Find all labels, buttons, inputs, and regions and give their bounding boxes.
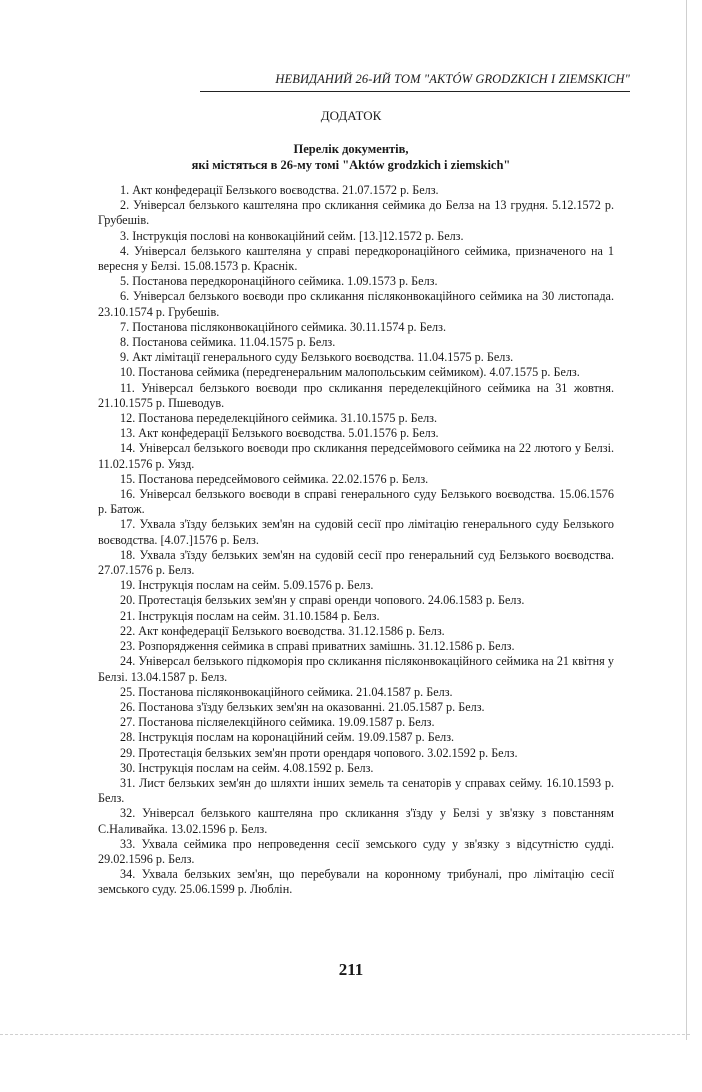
list-item: 24. Універсал белзького підкоморія про скликання післяконвокаційного сеймика на 21 квітня у Белзі. 13.04.1587 р. Белз. bbox=[98, 654, 614, 684]
list-item: 9. Акт лімітації генерального суду Белзького воєводства. 11.04.1575 р. Белз. bbox=[120, 350, 514, 365]
list-item: 16. Універсал белзького воєводи в справі генерального суду Белзького воєводства. 15.06.1576 р. Батож. bbox=[98, 487, 614, 517]
list-item: 14. Універсал белзького воєводи про скликання передсеймового сеймика на 22 лютого у Белзі. 11.02.1576 р. Уязд. bbox=[98, 441, 614, 471]
list-item: 10. Постанова сеймика (передгенеральним малопольським сеймиком). 4.07.1575 р. Белз. bbox=[120, 365, 580, 380]
list-title-line-2: які містяться в 26-му томі "Aktów grodzkich i ziemskich" bbox=[191, 158, 511, 172]
list-item: 33. Ухвала сеймика про непроведення сесії земського суду у зв'язку з відсутністю судді. 29.02.1596 р. Белз. bbox=[98, 836, 614, 866]
list-item: 23. Розпорядження сеймика в справі приватних замішнь. 31.12.1586 р. Белз. bbox=[120, 639, 515, 654]
list-item: 28. Інструкція послам на коронаційний сейм. 19.09.1587 р. Белз. bbox=[120, 730, 455, 745]
list-item: 19. Інструкція послам на сейм. 5.09.1576 р. Белз. bbox=[120, 578, 374, 593]
list-title-line-1: Перелік документів, bbox=[293, 142, 409, 156]
list-item: 20. Протестація белзьких зем'ян у справі оренди чопового. 24.06.1583 р. Белз. bbox=[120, 593, 525, 608]
list-item: 3. Інструкція послові на конвокаційний сейм. [13.]12.1572 р. Белз. bbox=[120, 228, 464, 243]
list-item: 21. Інструкція послам на сейм. 31.10.1584 р. Белз. bbox=[120, 608, 380, 623]
list-item: 27. Постанова післяелекційного сеймика. 19.09.1587 р. Белз. bbox=[120, 715, 435, 730]
list-item: 22. Акт конфедерації Белзького воєводства. 31.12.1586 р. Белз. bbox=[120, 623, 445, 638]
list-item: 12. Постанова переделекційного сеймика. 31.10.1575 р. Белз. bbox=[120, 411, 438, 426]
list-item: 17. Ухвала з'їзду белзьких зем'ян на судовій сесії про лімітацію генерального суду Белзького воєводства. [4.07.]1576 р. Белз. bbox=[98, 517, 614, 547]
document-list bbox=[98, 183, 614, 898]
list-item: 6. Універсал белзького воєводи про скликання післяконвокаційного сеймика на 30 листопада. 23.10.1574 р. Грубешів. bbox=[98, 289, 614, 319]
list-item: 13. Акт конфедерації Белзького воєводства. 5.01.1576 р. Белз. bbox=[120, 426, 439, 441]
list-item: 5. Постанова передкоронаційного сеймика. 1.09.1573 р. Белз. bbox=[120, 274, 438, 289]
running-head: НЕВИДАНИЙ 26-ИЙ ТОМ "AKTÓW GRODZKICH I ZIEMSKICH" bbox=[275, 72, 630, 86]
list-item: 15. Постанова передсеймового сеймика. 22.02.1576 р. Белз. bbox=[120, 471, 429, 486]
list-item: 1. Акт конфедерації Белзького воєводства. 21.07.1572 р. Белз. bbox=[120, 183, 439, 197]
list-item: 18. Ухвала з'їзду белзьких зем'ян на судовій сесії про генеральний суд Белзького воєводства. 27.07.1576 р. Белз. bbox=[98, 547, 614, 578]
list-item: 26. Постанова з'їзду белзьких зем'ян на оказованні. 21.05.1587 р. Белз. bbox=[120, 699, 485, 714]
list-item: 31. Лист белзьких зем'ян до шляхти інших земель та сенаторів у справах сейму. 16.10.1593 р. Белз. bbox=[98, 775, 614, 806]
list-title bbox=[0, 141, 702, 173]
list-item: 34. Ухвала белзьких зем'ян, що перебували на коронному трибуналі, про лімітацію сесії земського суду. 25.06.1599 р. Люблін. bbox=[98, 867, 614, 897]
section-title: ДОДАТОК bbox=[320, 108, 382, 123]
list-item: 2. Універсал белзького каштеляна про скликання сеймика до Белза на 13 грудня. 5.12.1572 р. Грубешів. bbox=[98, 198, 614, 228]
list-item: 30. Інструкція послам на сейм. 4.08.1592 р. Белз. bbox=[120, 760, 374, 775]
list-item: 11. Універсал белзького воєводи про скликання переделекційного сеймика на 31 жовтня. 21.10.1575 р. Пшеводув. bbox=[98, 380, 614, 410]
header-rule bbox=[200, 91, 630, 92]
list-item: 25. Постанова післяконвокаційного сеймика. 21.04.1587 р. Белз. bbox=[120, 684, 453, 699]
scan-edge-bottom bbox=[0, 1034, 690, 1035]
list-item: 4. Універсал белзького каштеляна у справі передкоронаційного сеймика, призначеного на 1 вересня у Белзі. 15.08.1573 р. Краснік. bbox=[98, 243, 614, 274]
list-item: 32. Універсал белзького каштеляна про скликання з'їзду у Белзі у зв'язку з повстанням С.Наливайка. 13.02.1596 р. Белз. bbox=[98, 806, 614, 836]
page-number: 211 bbox=[338, 960, 364, 979]
list-item: 8. Постанова сеймика. 11.04.1575 р. Белз. bbox=[120, 335, 336, 350]
list-item: 29. Протестація белзьких зем'ян проти орендаря чопового. 3.02.1592 р. Белз. bbox=[120, 745, 518, 760]
list-item: 7. Постанова післяконвокаційного сеймика. 30.11.1574 р. Белз. bbox=[120, 319, 447, 334]
scan-edge-right bbox=[686, 0, 687, 1040]
